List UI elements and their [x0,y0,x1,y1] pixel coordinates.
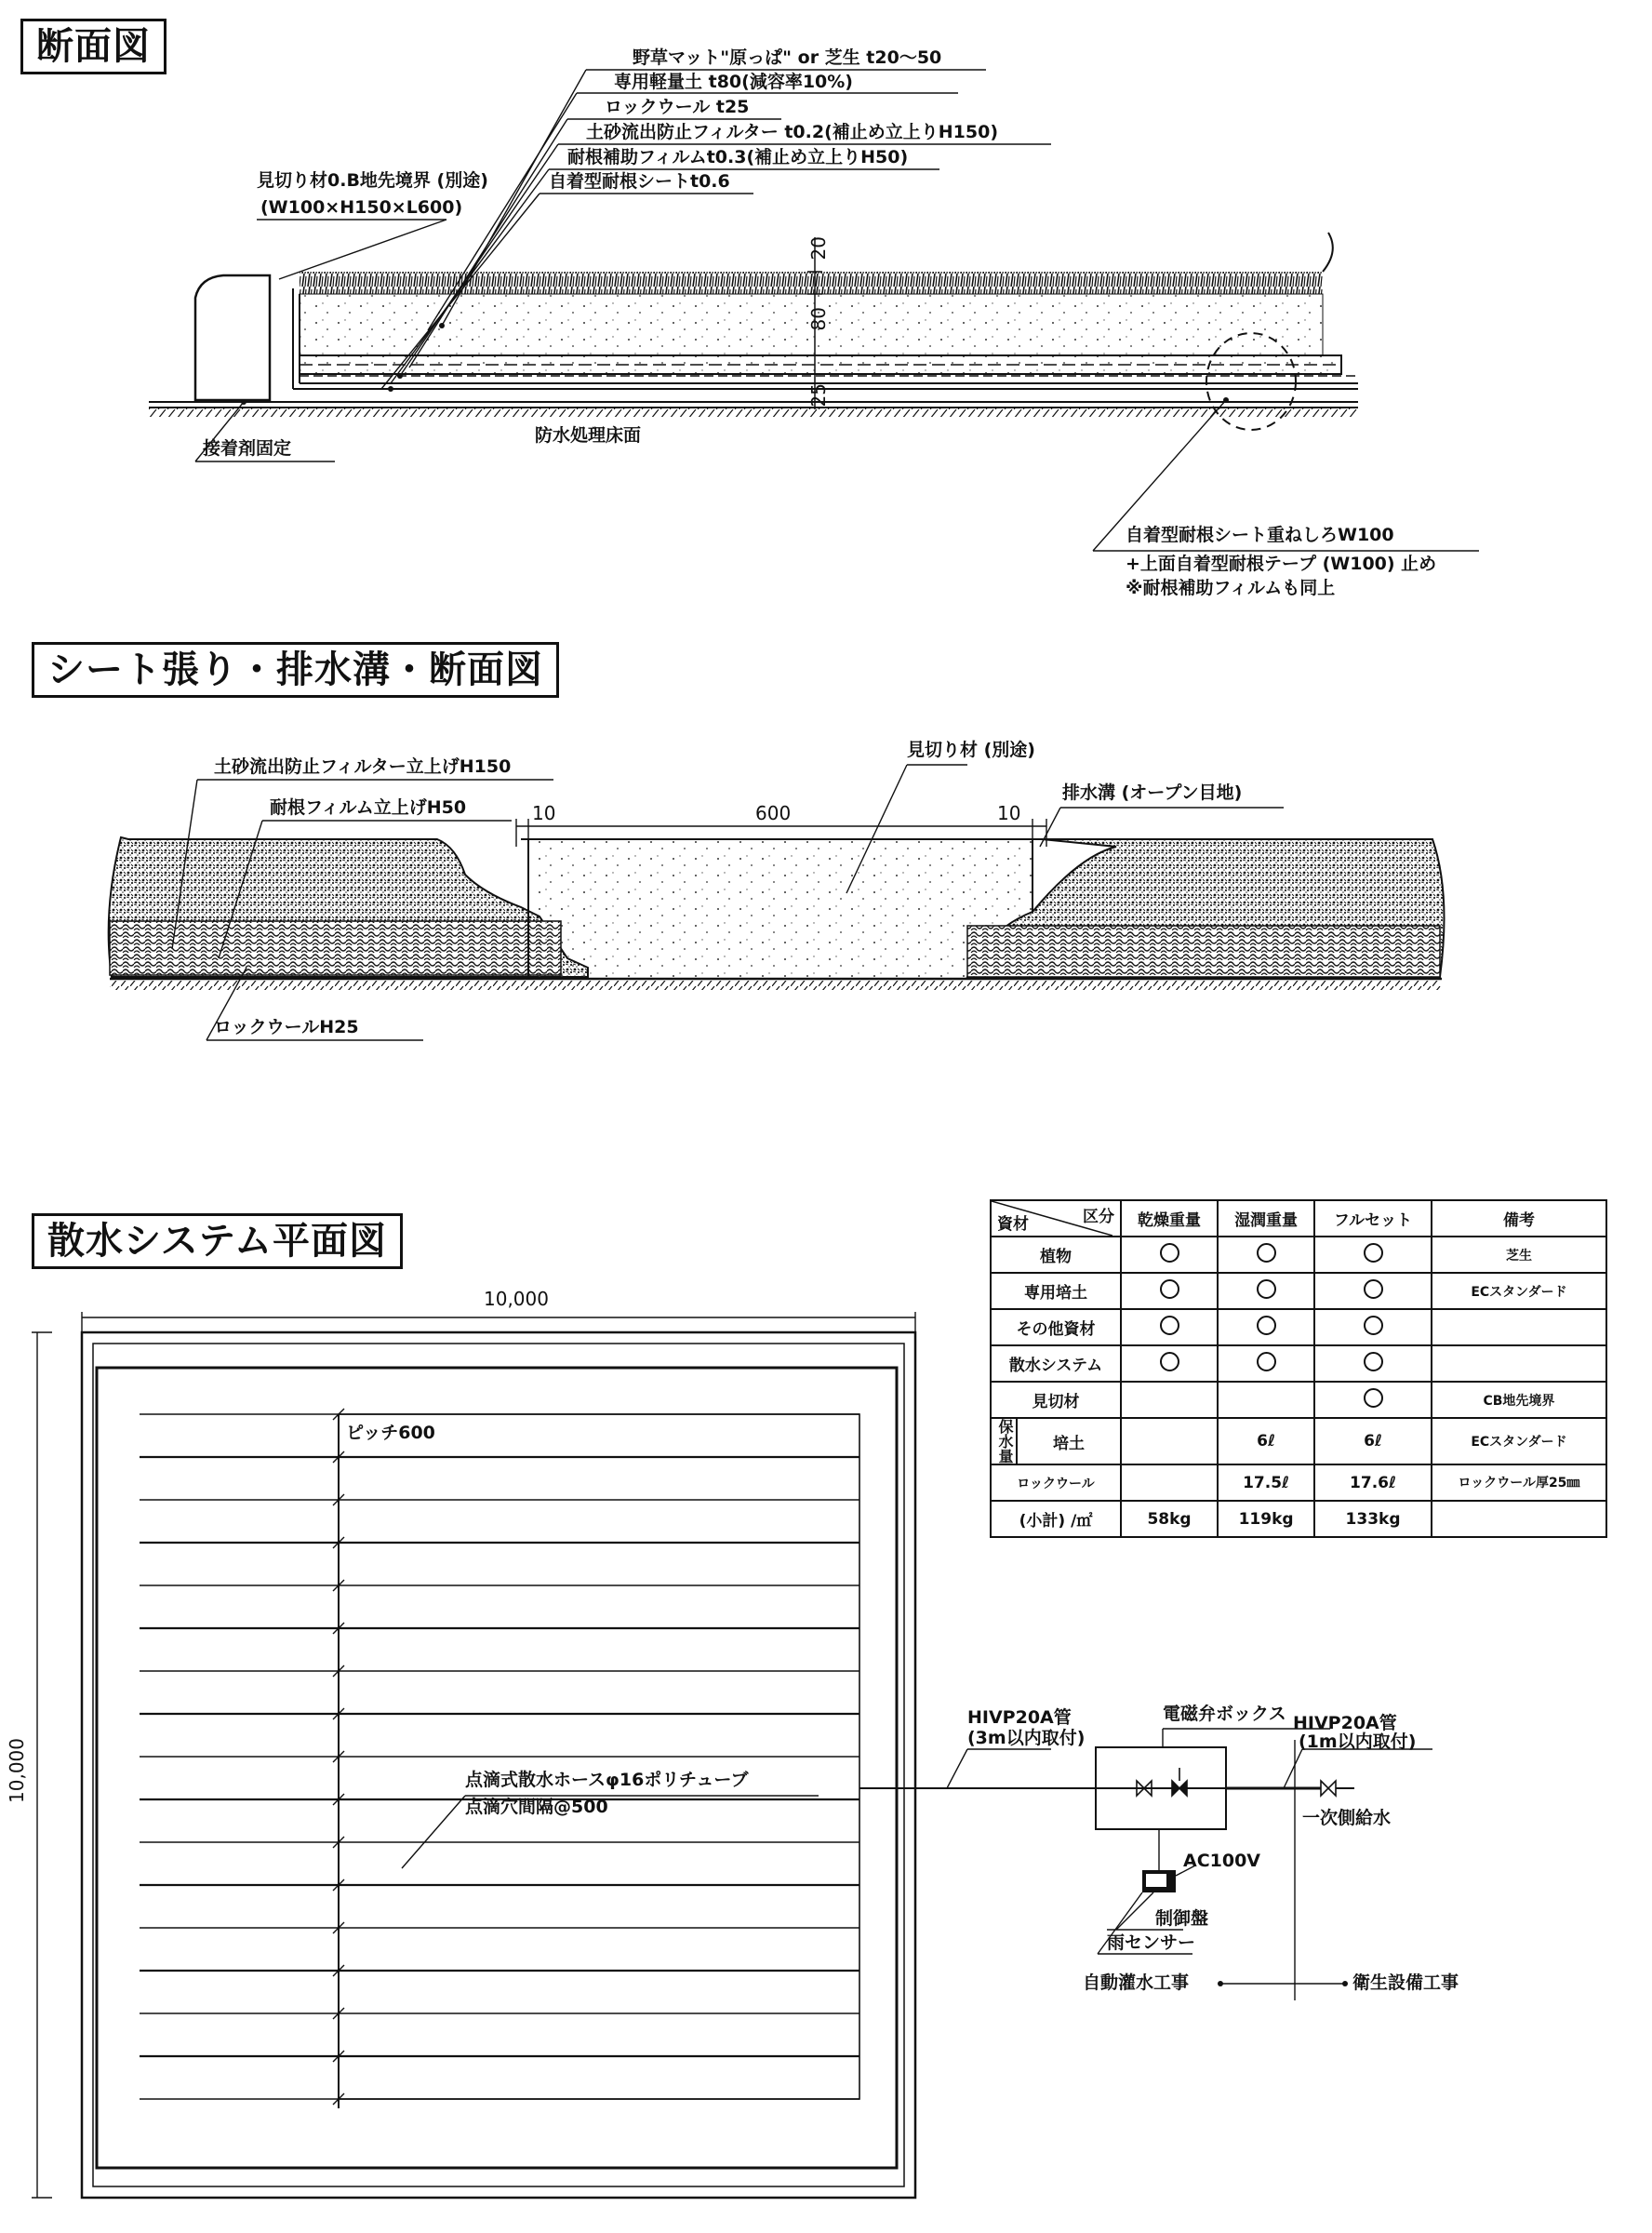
spec-table [990,1199,1607,1538]
table-cell-c2 [1218,1309,1314,1345]
adhesive-label: 接着剤固定 [203,438,292,459]
section3-title: 散水システム平面図 [32,1213,403,1269]
layer-label-1: 野草マット"原っぱ" or 芝生 t20～50 [633,47,942,68]
water-row-1-full: 6ℓ [1314,1418,1432,1464]
table-corner-bottom: 資材 [997,1215,1029,1234]
table-row-note: CB地先境界 [1432,1382,1606,1418]
rockwool-label: ロックウールH25 [214,1017,359,1037]
table-row-note: ECスタンダード [1432,1273,1606,1309]
check-circle-icon [1364,1316,1383,1335]
check-circle-icon [1257,1352,1276,1371]
dim-left: 10 [532,802,556,824]
rain-sensor-label: 雨センサー [1107,1932,1196,1953]
table-row [991,1237,1606,1273]
water-row-label-1: 培土 [1053,1434,1085,1453]
table-row [991,1309,1606,1345]
note-line-1: 自着型耐根シート重ねしろW100 [1126,525,1394,545]
water-group-cell [991,1418,1121,1464]
edge-label-1: 見切り材0.B地先境界 (別途) [257,170,488,191]
check-circle-icon [1364,1388,1383,1408]
layer-label-4: 土砂流出防止フィルター t0.2(補止め立上りH150) [586,122,999,142]
table-corner-top: 区分 [1083,1208,1114,1226]
controller-label: 制御盤 [1155,1908,1209,1929]
table-cell-c2 [1218,1345,1314,1382]
table-cell-c2 [1218,1237,1314,1273]
table-row-note: 芝生 [1432,1237,1606,1273]
section2-title: シート張り・排水溝・断面図 [32,642,559,698]
check-circle-icon [1364,1243,1383,1263]
total-full: 133kg [1314,1501,1432,1537]
water-row-2-note: ロックウール厚25㎜ [1432,1464,1606,1501]
water-row-1-note: ECスタンダード [1432,1418,1606,1464]
check-circle-icon [1160,1352,1179,1371]
check-circle-icon [1257,1279,1276,1299]
table-cell-c1 [1121,1237,1218,1273]
table-cell-c3 [1314,1382,1432,1418]
total-row [991,1501,1606,1537]
dim-right: 10 [997,802,1021,824]
table-cell-c1 [1121,1382,1218,1418]
col-header-dry: 乾燥重量 [1121,1200,1218,1237]
table-row [991,1273,1606,1309]
layer-label-5: 耐根補助フィルムt0.3(補止め立上りH50) [567,147,909,167]
dim-soil: 80 [807,307,830,331]
note-line-2: +上面自着型耐根テープ (W100) 止め [1126,554,1437,574]
section1-title: 断面図 [20,19,167,74]
supply-valve-icon [1321,1781,1336,1796]
table-cell-c1 [1121,1345,1218,1382]
table-cell-c2 [1218,1273,1314,1309]
table-cell-c2 [1218,1382,1314,1418]
table-row-label: 散水システム [991,1345,1121,1382]
layer-label-3: ロックウール t25 [605,97,750,117]
valve-box-label: 電磁弁ボックス [1163,1704,1286,1724]
edge-label-2: (W100×H150×L600) [260,197,463,218]
table-row-label: 見切材 [991,1382,1121,1418]
power-label: AC100V [1183,1851,1261,1871]
check-circle-icon [1160,1316,1179,1335]
water-row-2-wet: 17.5ℓ [1218,1464,1314,1501]
water-group-label: 保水量 [992,1419,1018,1464]
check-circle-icon [1364,1352,1383,1371]
drain-label: 排水溝 (オープン目地) [1062,782,1243,803]
plan-width-dim: 10,000 [484,1288,549,1310]
filter-label: 土砂流出防止フィルター立上げH150 [214,756,512,777]
dim-center: 600 [755,802,792,824]
dim-rockwool: 25 [807,383,830,408]
check-circle-icon [1257,1316,1276,1335]
col-header-note: 備考 [1432,1200,1606,1237]
layer-label-2: 専用軽量土 t80(減容率10%) [614,72,853,92]
water-row-label-2: ロックウール [991,1464,1121,1501]
check-circle-icon [1160,1243,1179,1263]
check-circle-icon [1257,1243,1276,1263]
pipe-right-1: HIVP20A管 [1293,1713,1397,1733]
table-cell-c3 [1314,1309,1432,1345]
water-row-1 [991,1418,1606,1464]
table-cell-c3 [1314,1273,1432,1309]
plan-inner [97,1368,897,2168]
pipe-left-1: HIVP20A管 [967,1707,1072,1728]
layer-label-6: 自着型耐根シートt0.6 [549,171,730,192]
water-row-1-wet: 6ℓ [1218,1418,1314,1464]
total-dry: 58kg [1121,1501,1218,1537]
table-row [991,1382,1606,1418]
pitch-label: ピッチ600 [346,1423,435,1443]
table-row-label: その他資材 [991,1309,1121,1345]
edging-label: 見切り材 (別途) [907,740,1035,760]
water-row-2 [991,1464,1606,1501]
table-cell-c1 [1121,1273,1218,1309]
plan-height-dim: 10,000 [6,1738,28,1803]
col-header-full: フルセット [1314,1200,1432,1237]
film-label: 耐根フィルム立上げH50 [270,797,467,818]
hose-label-1: 点滴式散水ホースφ16ポリチューブ [465,1770,749,1790]
table-cell-c1 [1121,1309,1218,1345]
dim-grass: 20 [807,236,830,261]
table-row-label: 植物 [991,1237,1121,1273]
floor-label: 防水処理床面 [535,425,642,446]
note-line-3: ※耐根補助フィルムも同上 [1126,578,1336,598]
table-row-note [1432,1345,1606,1382]
check-circle-icon [1364,1279,1383,1299]
water-row-2-full: 17.6ℓ [1314,1464,1432,1501]
table-row-note [1432,1309,1606,1345]
supply-label: 一次側給水 [1302,1808,1392,1828]
pipe-left-2: (3m以内取付) [967,1728,1086,1748]
hose-label-2: 点滴穴間隔@500 [465,1797,608,1817]
col-header-wet: 湿潤重量 [1218,1200,1314,1237]
pipe-right-2: (1m以内取付) [1299,1732,1417,1752]
total-label: (小計) /㎡ [991,1501,1121,1537]
scope-right-label: 衛生設備工事 [1352,1972,1459,1993]
table-cell-c3 [1314,1345,1432,1382]
table-cell-c3 [1314,1237,1432,1273]
plan-outer [82,1332,915,2198]
table-corner [991,1200,1121,1237]
check-circle-icon [1160,1279,1179,1299]
scope-left-label: 自動灌水工事 [1083,1972,1190,1993]
table-row [991,1345,1606,1382]
total-note [1432,1501,1606,1537]
table-row-label: 専用培土 [991,1273,1121,1309]
total-wet: 119kg [1218,1501,1314,1537]
